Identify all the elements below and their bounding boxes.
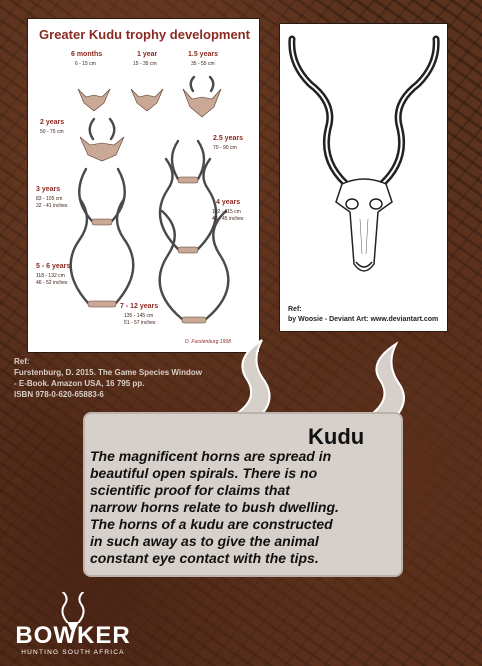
age-label: 1.5 years [188,51,218,58]
size-label: 50 - 75 cm [40,129,64,135]
speech-title: Kudu [308,424,365,449]
speech-line: in such away as to give the animal [90,533,319,549]
speech-line: narrow horns relate to bush dwelling. [90,499,339,515]
age-label: 4 years [216,199,241,206]
size-label: 46 - 52 inches [36,280,68,286]
speech-line: constant eye contact with the tips. [90,550,319,566]
age-label: 2 years [40,119,65,126]
age-label: 2.5 years [213,135,243,142]
size-label: 102 - 115 cm [212,209,241,215]
speech-line: scientific proof for claims that [90,482,290,498]
speech-line: The magnificent horns are spread in [90,448,332,464]
chart-credit: D. Furstenburg 1998 [185,339,231,345]
size-label: 32 - 41 inches [36,203,68,209]
age-label: 5 - 6 years [36,263,71,270]
reference-line: Furstenburg, D. 2015. The Game Species Window [14,368,202,377]
size-label: 51 - 57 inches [124,320,156,326]
size-label: 135 - 145 cm [124,313,154,319]
logo-name: BOWKER [15,622,131,649]
age-label: 6 months [71,51,103,58]
size-label: 40 - 45 inches [212,216,244,222]
size-label: 35 - 55 cm [191,61,215,67]
reference-label: Ref: [14,357,30,366]
right-bubble-tail [372,344,404,414]
size-label: 70 - 90 cm [213,145,237,151]
speech-line: The horns of a kudu are constructed [90,516,333,532]
size-label: 118 - 132 cm [36,273,65,279]
speech-text [90,448,402,567]
size-label: 6 - 15 cm [75,61,96,67]
skull-credit: by Woosie - Deviant Art: www.deviantart.com [288,316,439,323]
logo-tagline: HUNTING SOUTH AFRICA [21,649,125,656]
left-bubble-tail [236,340,270,414]
skull-ref-label: Ref: [288,306,302,313]
reference-line: - E-Book. Amazon USA, 16 795 pp. [14,379,145,388]
age-label: 7 - 12 years [120,303,159,310]
chart-title: Greater Kudu trophy development [39,27,250,42]
speech-line: beautiful open spirals. There is no [90,465,318,481]
reference-line: ISBN 978-0-620-65883-6 [14,390,104,399]
size-label: 83 - 105 cm [36,196,63,202]
age-label: 3 years [36,186,61,193]
age-label: 1 year [137,51,158,58]
size-label: 15 - 35 cm [133,61,157,67]
